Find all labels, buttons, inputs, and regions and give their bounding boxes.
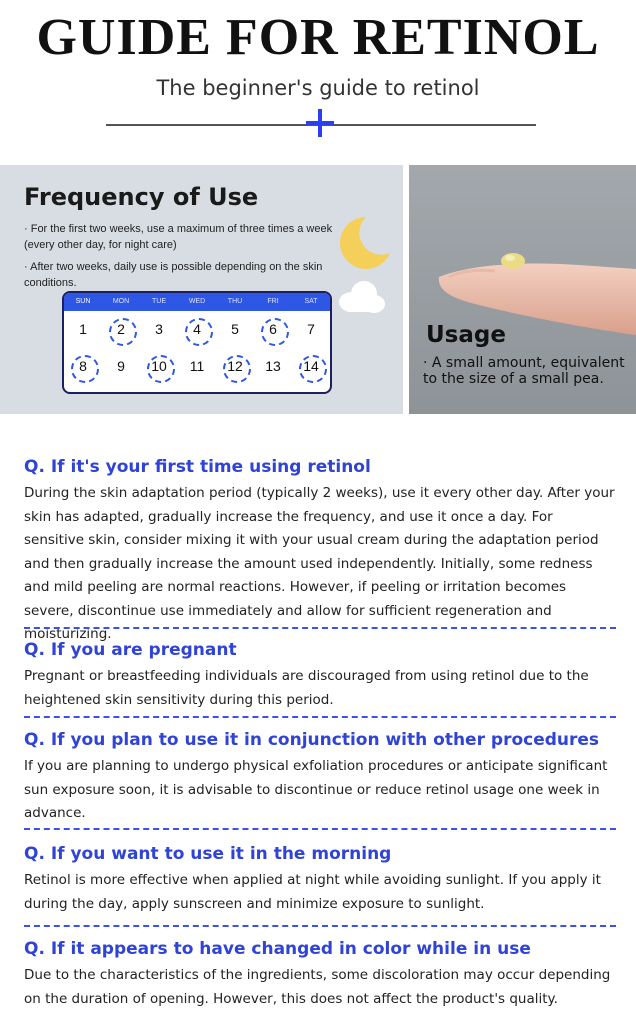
- page-title: GUIDE FOR RETINOL: [36, 9, 600, 66]
- calendar-day: 13: [265, 358, 281, 374]
- faq-item-pregnant: [24, 639, 616, 712]
- moon-icon: [336, 213, 394, 271]
- calendar-day: 4: [178, 311, 216, 348]
- weekday-label: MON: [112, 298, 130, 305]
- weekday-label: FRI: [267, 298, 279, 305]
- faq-question: Q. If you want to use it in the morning: [24, 844, 392, 864]
- calendar-week-1: [64, 311, 330, 348]
- faq-question: Q. If you plan to use it in conjunction with other procedures: [24, 730, 600, 750]
- faq-answer: If you are planning to undergo physical exfoliation procedures or anticipate significant sun exposure soon, it is advisable to discontinue or reduce retinol usage one week in advance.: [24, 758, 608, 821]
- calendar-weekday-header: [64, 293, 330, 311]
- calendar-day: 5: [231, 321, 239, 337]
- calendar-day: 1: [79, 321, 87, 337]
- faq-item-color-change: [24, 938, 616, 1011]
- faq-answer: Due to the characteristics of the ingredients, some discoloration may occur depending on the duration of opening. However, this does not affect the product's quality.: [24, 967, 611, 1007]
- faq-divider: [24, 925, 616, 927]
- calendar-day: 7: [307, 321, 315, 337]
- usage-text: · A small amount, equivalent to the size of a small pea.: [423, 355, 625, 387]
- faq-item-morning: [24, 843, 616, 916]
- calendar-day: 8: [64, 348, 102, 385]
- faq-answer: During the skin adaptation period (typically 2 weeks), use it every other day. After your skin has adapted, gradually increase the frequency, and use it once a day. For sensitive skin, consider mixing it with your usual cream during the adaptation period and then gradually increase the amount used independently. Initially, some redness and mild peeling are normal reactions. However, if peeling or irritation becomes severe, discontinue use immediately and allow for sufficient regeneration and moisturizing.: [24, 485, 615, 642]
- faq-question: Q. If it's your first time using retinol: [24, 457, 371, 477]
- frequency-note-after-weeks: · After two weeks, daily use is possible depending on the skin conditions.: [24, 261, 323, 289]
- faq-question: Q. If you are pregnant: [24, 640, 237, 660]
- cloud-icon: [334, 276, 386, 316]
- faq-item-procedures: [24, 729, 616, 826]
- calendar-day: 6: [254, 311, 292, 348]
- usage-heading: Usage: [426, 322, 506, 348]
- weekday-label: SAT: [304, 298, 318, 305]
- weekday-label: SUN: [75, 298, 91, 305]
- faq-divider: [24, 828, 616, 830]
- calendar-day: 9: [117, 358, 125, 374]
- faq-answer: Pregnant or breastfeeding individuals are discouraged from using retinol due to the heightened skin sensitivity during this period.: [24, 668, 589, 708]
- calendar-day: 12: [216, 348, 254, 385]
- calendar-day: 11: [189, 358, 205, 374]
- frequency-panel: [0, 165, 403, 414]
- usage-panel: [409, 165, 636, 414]
- plus-icon: [306, 109, 334, 137]
- frequency-heading: Frequency of Use: [24, 183, 259, 211]
- calendar-day: 2: [102, 311, 140, 348]
- weekday-label: TUE: [152, 298, 166, 305]
- calendar-week-2: [64, 348, 330, 385]
- frequency-note-first-weeks: · For the first two weeks, use a maximum of three times a week (every other day, for night care): [24, 223, 333, 251]
- usage-calendar: [62, 291, 332, 394]
- weekday-label: THU: [227, 298, 243, 305]
- page-subtitle: The beginner's guide to retinol: [156, 76, 480, 100]
- weekday-label: WED: [188, 298, 206, 305]
- calendar-day: 10: [140, 348, 178, 385]
- faq-item-first-time: [24, 456, 616, 647]
- faq-question: Q. If it appears to have changed in color while in use: [24, 939, 531, 959]
- calendar-day: 14: [292, 348, 330, 385]
- faq-answer: Retinol is more effective when applied at night while avoiding sunlight. If you apply it during the day, apply sunscreen and minimize exposure to sunlight.: [24, 872, 601, 912]
- faq-divider: [24, 627, 616, 629]
- calendar-day: 3: [155, 321, 163, 337]
- faq-divider: [24, 716, 616, 718]
